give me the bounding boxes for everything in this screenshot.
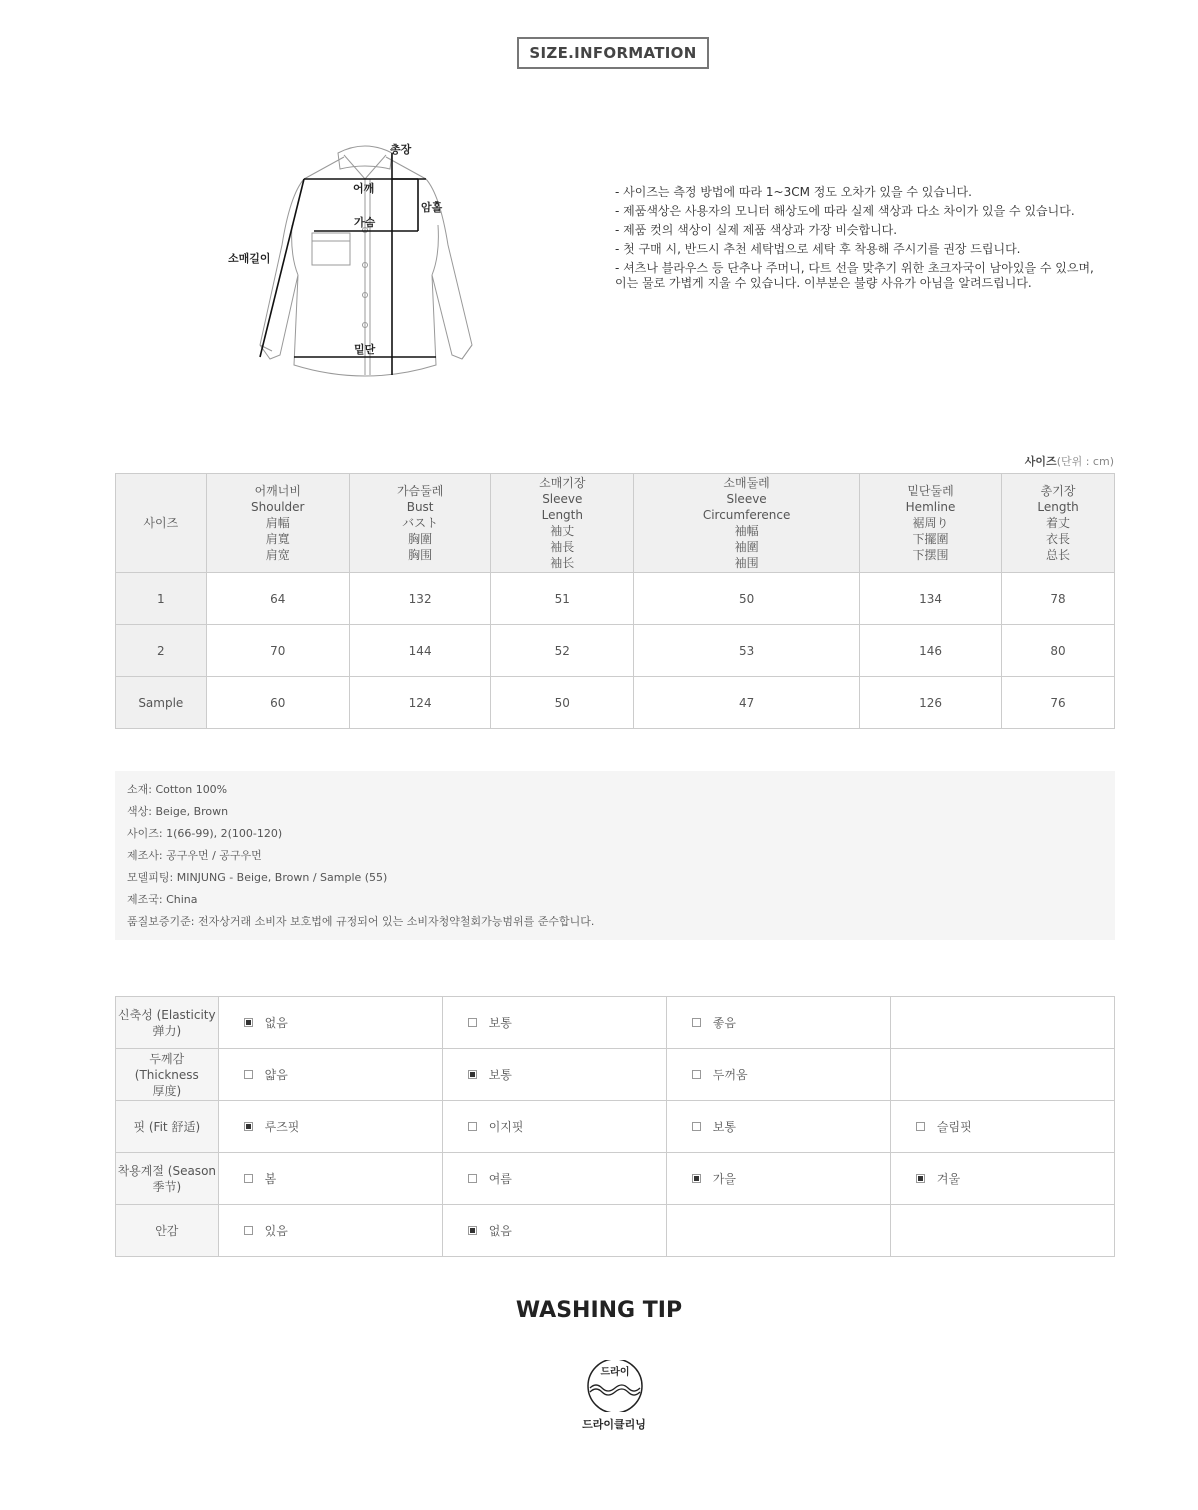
info-line: 색상: Beige, Brown: [127, 805, 229, 818]
unchecked-box-icon: [468, 1018, 477, 1027]
option-label: 없음: [264, 1016, 288, 1030]
info-line: 모델피팅: MINJUNG - Beige, Brown / Sample (55): [127, 871, 388, 884]
info-line: 제조국: China: [127, 893, 198, 906]
property-table: [115, 996, 1115, 1257]
label-sleeve: 소매길이: [228, 252, 271, 265]
table-row: [116, 677, 1115, 729]
table-cell: 50: [634, 573, 860, 625]
property-row: [116, 1205, 1115, 1257]
option-label: 좋음: [712, 1016, 736, 1030]
table-cell: 124: [349, 677, 490, 729]
property-option: [666, 1101, 890, 1153]
note-item: - 제품색상은 사용자의 모니터 해상도에 따라 실제 색상과 다소 차이가 있을 수 있습니다.: [615, 204, 1075, 218]
washing-tip-title: WASHING TIP: [515, 1298, 683, 1323]
table-row: [116, 573, 1115, 625]
size-header-cell: 어깨너비 Shoulder 肩幅 肩寬 肩宽: [206, 474, 349, 573]
table-cell: 64: [206, 573, 349, 625]
table-cell: 50: [491, 677, 634, 729]
size-header-cell: 사이즈: [116, 474, 207, 573]
checked-box-icon: [692, 1174, 701, 1183]
property-option: [666, 1153, 890, 1205]
option-label: 보통: [712, 1120, 736, 1134]
table-cell: 1: [116, 573, 207, 625]
unit-label: 사이즈: [1024, 455, 1057, 468]
property-option: [666, 997, 890, 1049]
empty-cell: [890, 1049, 1114, 1101]
table-cell: 132: [349, 573, 490, 625]
property-option: [890, 1101, 1114, 1153]
size-unit: [1025, 453, 1114, 469]
option-label: 없음: [488, 1224, 512, 1238]
info-line: 사이즈: 1(66-99), 2(100-120): [127, 827, 283, 840]
label-total-length: 총장: [390, 143, 412, 156]
size-header-cell: 밑단둘레 Hemline 裾周り 下擺圍 下摆围: [859, 474, 1001, 573]
label-shoulder: 어깨: [353, 182, 375, 195]
option-label: 겨울: [936, 1172, 961, 1186]
unchecked-box-icon: [244, 1070, 253, 1079]
size-header-cell: 가슴둘레 Bust バスト 胸圍 胸围: [349, 474, 490, 573]
property-option: [218, 997, 442, 1049]
property-label: 핏 (Fit 舒适): [116, 1101, 219, 1153]
option-label: 슬림핏: [936, 1120, 972, 1134]
dry-cleaning-icon: [586, 1360, 644, 1412]
property-option: [442, 1153, 666, 1205]
table-cell: 134: [859, 573, 1001, 625]
empty-cell: [890, 1205, 1114, 1257]
dry-cleaning-label: 드라이클리닝: [582, 1418, 646, 1431]
note-item: - 첫 구매 시, 반드시 추천 세탁법으로 세탁 후 착용해 주시기를 권장 드립니다.: [615, 242, 1021, 256]
option-label: 두꺼움: [712, 1068, 748, 1082]
checked-box-icon: [468, 1226, 477, 1235]
table-cell: 146: [859, 625, 1001, 677]
unchecked-box-icon: [692, 1122, 701, 1131]
table-cell: 2: [116, 625, 207, 677]
table-row: [116, 625, 1115, 677]
table-cell: 53: [634, 625, 860, 677]
note-item: - 제품 컷의 색상이 실제 제품 색상과 가장 비슷합니다.: [615, 223, 898, 237]
option-label: 이지핏: [488, 1120, 524, 1134]
option-label: 가을: [712, 1172, 736, 1186]
property-option: [218, 1205, 442, 1257]
note-item: - 사이즈는 측정 방법에 따라 1~3CM 정도 오차가 있을 수 있습니다.: [615, 185, 972, 199]
checked-box-icon: [468, 1070, 477, 1079]
table-cell: 80: [1002, 625, 1115, 677]
empty-cell: [666, 1205, 890, 1257]
property-row: [116, 1049, 1115, 1101]
option-label: 있음: [264, 1224, 288, 1238]
size-header-cell: 소매기장 Sleeve Length 袖丈 袖長 袖长: [491, 474, 634, 573]
size-table: [115, 473, 1115, 729]
property-option: [218, 1101, 442, 1153]
label-hem: 밑단: [354, 343, 376, 356]
table-cell: 76: [1002, 677, 1115, 729]
property-label: 두께감 (Thickness 厚度): [116, 1049, 219, 1101]
unchecked-box-icon: [244, 1226, 253, 1235]
size-header-cell: 소매둘레 Sleeve Circumference 袖幅 袖圍 袖围: [634, 474, 860, 573]
dry-icon-text: 드라이: [600, 1367, 630, 1378]
product-info: [115, 771, 1115, 940]
info-line: 소재: Cotton 100%: [127, 783, 228, 796]
property-row: [116, 997, 1115, 1049]
option-label: 루즈핏: [264, 1120, 300, 1134]
label-chest: 가슴: [354, 216, 376, 229]
table-cell: 60: [206, 677, 349, 729]
info-line: 제조사: 공구우먼 / 공구우먼: [127, 849, 262, 862]
property-row: [116, 1153, 1115, 1205]
table-cell: 126: [859, 677, 1001, 729]
property-option: [890, 1153, 1114, 1205]
size-notes: [615, 183, 1105, 291]
table-cell: 47: [634, 677, 860, 729]
table-cell: 52: [491, 625, 634, 677]
option-label: 보통: [488, 1068, 512, 1082]
size-header-cell: 총기장 Length 着丈 衣長 总长: [1002, 474, 1115, 573]
table-cell: 78: [1002, 573, 1115, 625]
unchecked-box-icon: [692, 1070, 701, 1079]
property-option: [442, 1205, 666, 1257]
unchecked-box-icon: [916, 1122, 925, 1131]
property-option: [218, 1153, 442, 1205]
property-option: [666, 1049, 890, 1101]
unchecked-box-icon: [468, 1174, 477, 1183]
checked-box-icon: [916, 1174, 925, 1183]
property-option: [442, 1049, 666, 1101]
property-label: 착용계절 (Season 季节): [116, 1153, 219, 1205]
info-line: 품질보증기준: 전자상거래 소비자 보호법에 규정되어 있는 소비자청약철회가능범위를 준수합니다.: [127, 915, 595, 928]
checked-box-icon: [244, 1122, 253, 1131]
property-option: [442, 1101, 666, 1153]
table-cell: 70: [206, 625, 349, 677]
empty-cell: [890, 997, 1114, 1049]
property-row: [116, 1101, 1115, 1153]
property-option: [442, 997, 666, 1049]
unchecked-box-icon: [244, 1174, 253, 1183]
checked-box-icon: [244, 1018, 253, 1027]
table-cell: Sample: [116, 677, 207, 729]
note-item: - 셔츠나 블라우스 등 단추나 주머니, 다트 선을 맞추기 위한 초크자국이 남아있을 수 있으며, 이는 물로 가볍게 지울 수 있습니다. 이부분은 불량 사유가 아님을 알려드립니다.: [615, 261, 1094, 290]
table-cell: 144: [349, 625, 490, 677]
option-label: 보통: [488, 1016, 512, 1030]
property-option: [218, 1049, 442, 1101]
property-label: 신축성 (Elasticity 弹力): [116, 997, 219, 1049]
garment-measurement-diagram: [220, 135, 510, 385]
label-armhole: 암홀: [421, 201, 443, 214]
property-label: 안감: [116, 1205, 219, 1257]
unit-value: (단위 : cm): [1056, 455, 1114, 468]
option-label: 얇음: [264, 1068, 288, 1082]
option-label: 봄: [264, 1172, 277, 1186]
size-information-title: SIZE.INFORMATION: [517, 37, 709, 69]
option-label: 여름: [488, 1172, 512, 1186]
unchecked-box-icon: [692, 1018, 701, 1027]
table-cell: 51: [491, 573, 634, 625]
unchecked-box-icon: [468, 1122, 477, 1131]
